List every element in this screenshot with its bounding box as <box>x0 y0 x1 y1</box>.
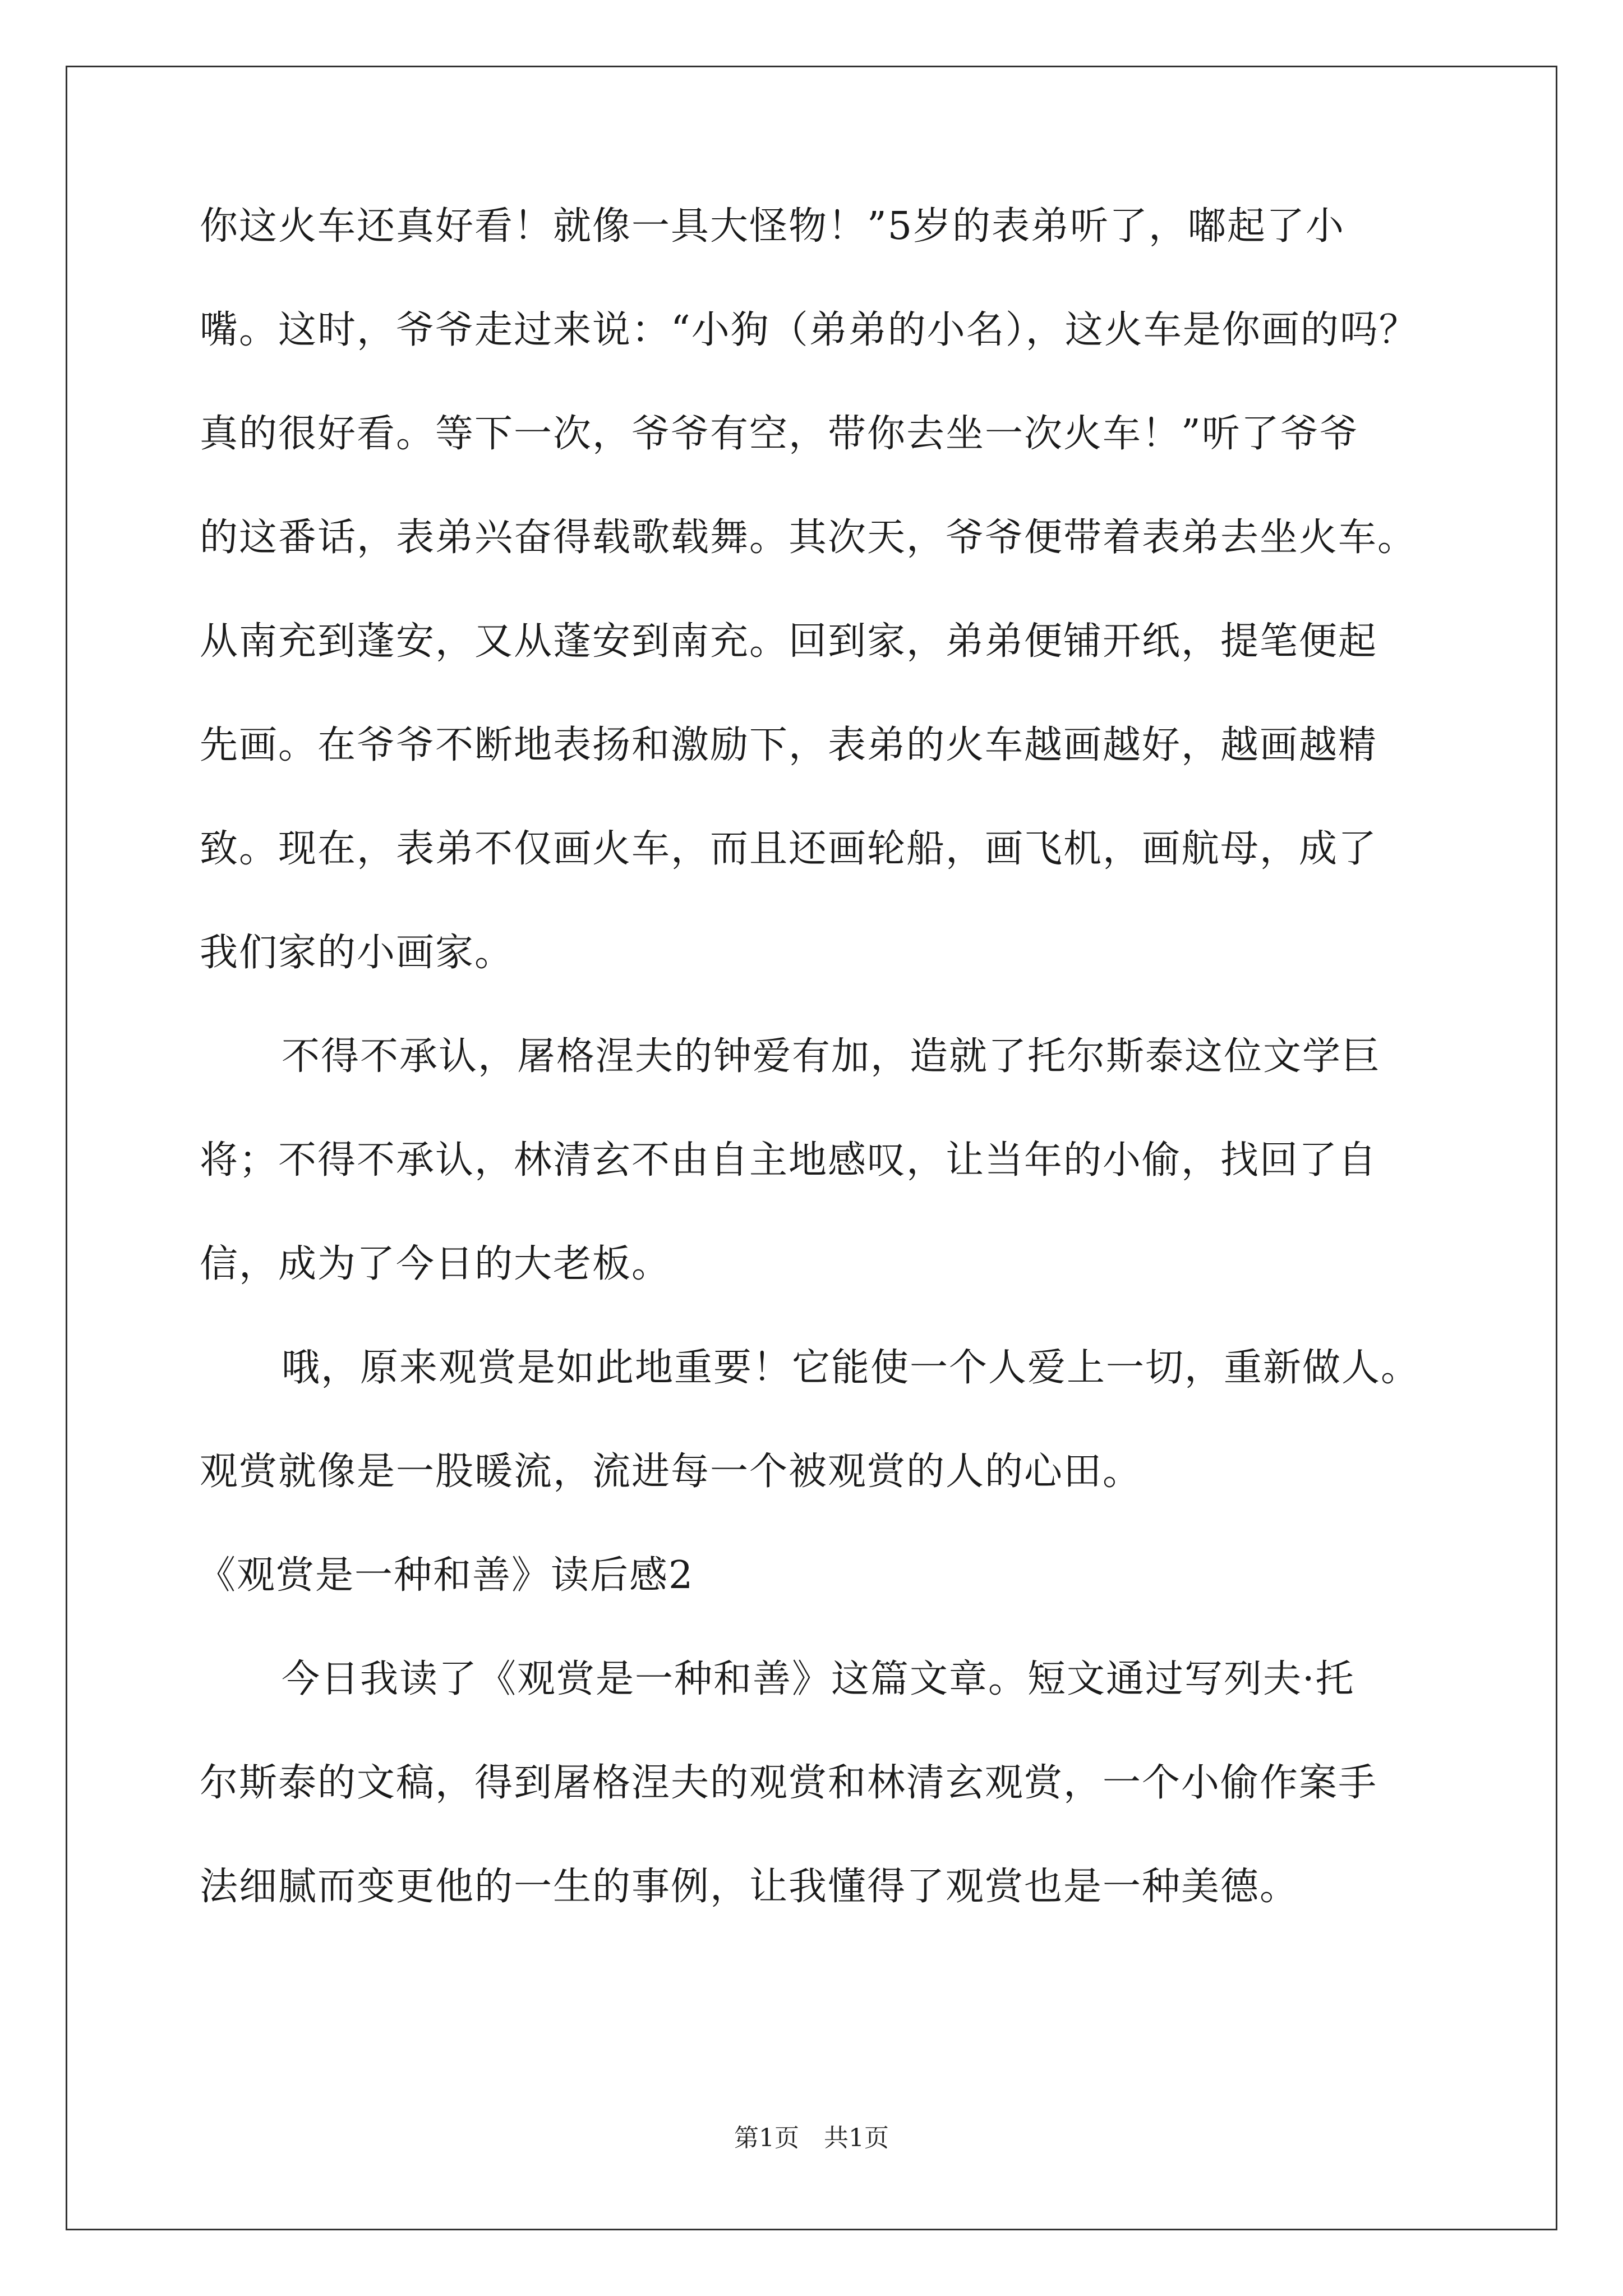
text-line: 我们家的小画家。 <box>200 931 514 975</box>
text-line: 嘴。这时，爷爷走过来说：“小狗（弟弟的小名），这火车是你画的吗？ <box>200 308 1418 352</box>
text-line: 从南充到蓬安，又从蓬安到南充。回到家，弟弟便铺开纸，提笔便起 <box>200 619 1378 664</box>
text-line: 致。现在，表弟不仅画火车，而且还画轮船，画飞机，画航母，成了 <box>200 827 1378 871</box>
page-number: 第1页 <box>734 2124 799 2152</box>
text-line: 尔斯泰的文稿，得到屠格涅夫的观赏和林清玄观赏，一个小偷作案手 <box>200 1761 1378 1805</box>
page-total: 共1页 <box>824 2124 889 2152</box>
text-line: 的这番话，表弟兴奋得载歌载舞。其次天，爷爷便带着表弟去坐火车。 <box>200 516 1417 560</box>
text-line: 将；不得不承认，林清玄不由自主地感叹，让当年的小偷，找回了自 <box>200 1138 1378 1182</box>
text-line: 信，成为了今日的大老板。 <box>200 1242 671 1286</box>
text-line: 你这火车还真好看！就像一具大怪物！”5岁的表弟听了，嘟起了小 <box>200 204 1345 249</box>
document-body <box>197 204 1433 1972</box>
text-line: 观赏就像是一股暖流，流进每一个被观赏的人的心田。 <box>200 1450 1142 1494</box>
text-line: 哦，原来观赏是如此地重要！它能使一个人爱上一切，重新做人。 <box>282 1346 1421 1390</box>
page-footer <box>0 2126 1623 2151</box>
text-line: 先画。在爷爷不断地表扬和激励下，表弟的火车越画越好，越画越精 <box>200 723 1378 767</box>
text-line: 真的很好看。等下一次，爷爷有空，带你去坐一次火车！”听了爷爷 <box>200 412 1359 456</box>
section-heading: 《观赏是一种和善》读后感2 <box>197 1553 694 1598</box>
text-line: 法细腻而变更他的一生的事例，让我懂得了观赏也是一种美德。 <box>200 1865 1299 1909</box>
text-line: 不得不承认，屠格涅夫的钟爱有加，造就了托尔斯泰这位文学巨 <box>282 1034 1381 1079</box>
text-line: 今日我读了《观赏是一种和善》这篇文章。短文通过写列夫·托 <box>282 1657 1355 1701</box>
